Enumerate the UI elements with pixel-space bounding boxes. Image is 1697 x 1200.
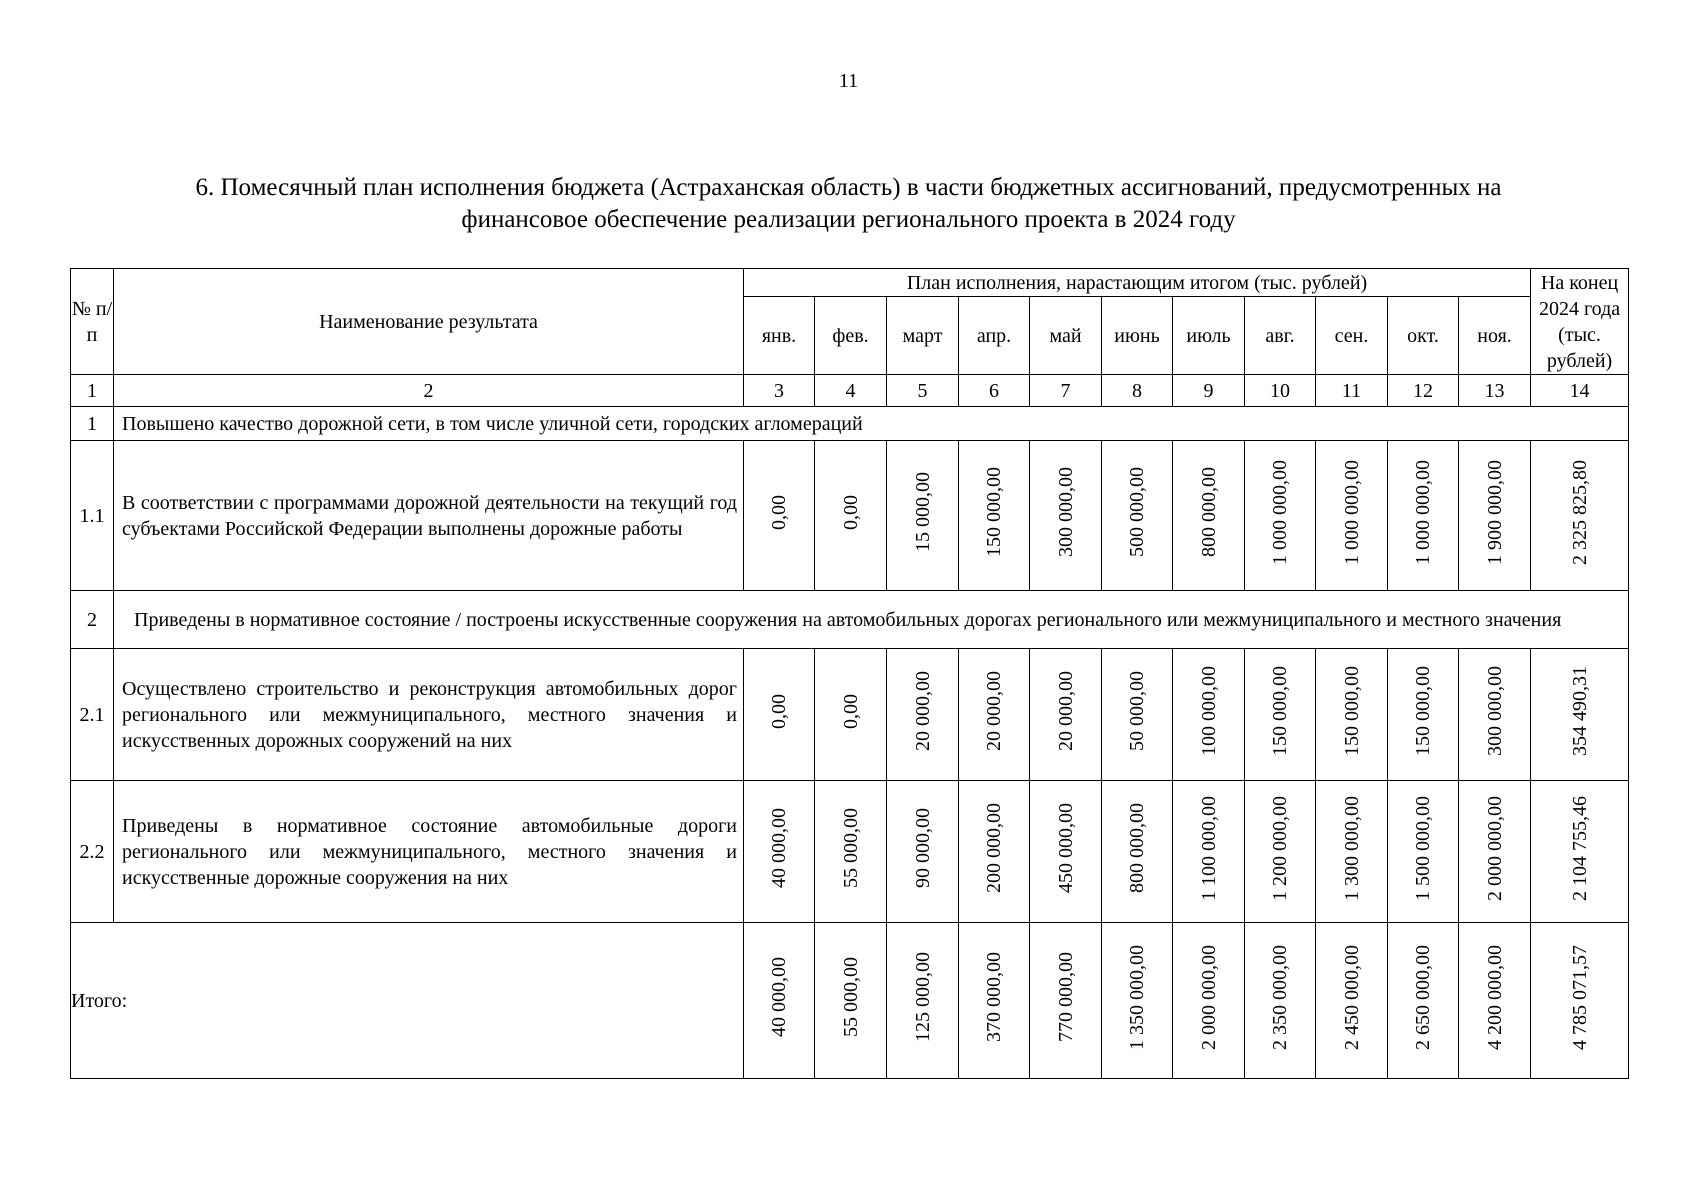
budget-plan-table	[70, 268, 1629, 1079]
header-month: июль	[1173, 297, 1245, 375]
month-value: 0,00	[768, 693, 790, 729]
total-month-value-cell	[815, 923, 887, 1079]
month-value: 100 000,00	[1197, 666, 1220, 756]
page-title	[70, 172, 1627, 236]
total-month-value: 40 000,00	[768, 957, 790, 1037]
year-end-value: 2 104 755,46	[1568, 795, 1591, 901]
column-number: 14	[1531, 375, 1629, 407]
month-value: 20 000,00	[983, 671, 1005, 751]
total-month-value: 1 350 000,00	[1126, 944, 1148, 1050]
month-value: 0,00	[839, 494, 862, 530]
total-month-value: 125 000,00	[911, 952, 934, 1042]
month-value: 300 000,00	[1054, 467, 1077, 557]
month-value: 450 000,00	[1054, 803, 1077, 893]
month-value-cell	[1316, 441, 1388, 591]
total-month-value-cell	[1459, 923, 1531, 1079]
month-value-cell	[1245, 649, 1316, 781]
section-num: 1	[71, 407, 114, 441]
total-month-value: 55 000,00	[839, 957, 862, 1037]
month-value: 1 300 000,00	[1340, 795, 1363, 901]
month-value: 15 000,00	[911, 472, 934, 552]
column-number: 3	[744, 375, 815, 407]
month-value: 150 000,00	[983, 467, 1005, 557]
month-value-cell	[744, 441, 815, 591]
total-month-value-cell	[744, 923, 815, 1079]
month-value: 300 000,00	[1483, 666, 1506, 756]
row-name: В соответствии с программами дорожной деятельности на текущий год субъектами Российской Федерации выполнены дорожные работы	[114, 441, 744, 591]
total-month-value-cell	[1388, 923, 1459, 1079]
header-month: май	[1030, 297, 1102, 375]
month-value-cell	[1030, 649, 1102, 781]
title-line-1: 6. Помесячный план исполнения бюджета (Астраханская область) в части бюджетных ассигнований, предусмотренных на	[195, 174, 1502, 201]
month-value-cell	[1030, 441, 1102, 591]
month-value-cell	[1173, 649, 1245, 781]
month-value-cell	[815, 781, 887, 923]
month-value-cell	[744, 781, 815, 923]
month-value-cell	[1388, 781, 1459, 923]
month-value: 150 000,00	[1269, 666, 1291, 756]
row-num: 2.1	[71, 649, 114, 781]
year-end-value-cell	[1531, 649, 1629, 781]
row-name: Приведены в нормативное состояние автомобильные дороги регионального или межмуниципального, местного значения и искусственные дорожные сооружения на них	[114, 781, 744, 923]
month-value-cell	[1316, 649, 1388, 781]
header-month: фев.	[815, 297, 887, 375]
month-value-cell	[1245, 441, 1316, 591]
month-value-cell	[744, 649, 815, 781]
column-number-row	[71, 375, 1629, 407]
column-number: 13	[1459, 375, 1531, 407]
column-number: 2	[114, 375, 744, 407]
title-line-2: финансовое обеспечение реализации регионального проекта в 2024 году	[461, 206, 1236, 233]
month-value-cell	[887, 441, 959, 591]
column-number: 5	[887, 375, 959, 407]
total-month-value-cell	[959, 923, 1030, 1079]
section-title: Повышено качество дорожной сети, в том числе уличной сети, городских агломераций	[114, 407, 1629, 441]
header-month: окт.	[1388, 297, 1459, 375]
total-month-value-cell	[1030, 923, 1102, 1079]
month-value-cell	[1030, 781, 1102, 923]
month-value: 1 900 000,00	[1483, 459, 1506, 565]
section-num: 2	[71, 591, 114, 649]
table-row	[71, 649, 1629, 781]
month-value-cell	[959, 441, 1030, 591]
header-name: Наименование результата	[114, 269, 744, 375]
month-value: 500 000,00	[1126, 467, 1148, 557]
page-number: 11	[838, 70, 859, 92]
month-value-cell	[1102, 441, 1173, 591]
month-value: 150 000,00	[1412, 666, 1434, 756]
month-value: 1 000 000,00	[1340, 459, 1363, 565]
total-month-value-cell	[1316, 923, 1388, 1079]
month-value: 20 000,00	[911, 671, 934, 751]
column-number: 4	[815, 375, 887, 407]
header-row-1	[71, 269, 1629, 297]
year-end-value-cell	[1531, 781, 1629, 923]
month-value-cell	[1173, 781, 1245, 923]
month-value: 800 000,00	[1126, 803, 1148, 893]
month-value-cell	[887, 781, 959, 923]
month-value: 55 000,00	[839, 808, 862, 888]
month-value-cell	[1459, 441, 1531, 591]
section-row	[71, 407, 1629, 441]
column-number: 10	[1245, 375, 1316, 407]
header-plan-group: План исполнения, нарастающим итогом (тыс. рублей)	[744, 269, 1531, 297]
month-value-cell	[1316, 781, 1388, 923]
total-month-value: 770 000,00	[1054, 952, 1077, 1042]
table-row	[71, 441, 1629, 591]
header-month: март	[887, 297, 959, 375]
total-year-end-value-cell	[1531, 923, 1629, 1079]
row-name: Осуществлено строительство и реконструкция автомобильных дорог регионального или межмуниципального, местного значения и искусственных дорожных сооружений на них	[114, 649, 744, 781]
header-month: янв.	[744, 297, 815, 375]
month-value: 200 000,00	[983, 803, 1005, 893]
month-value-cell	[1102, 649, 1173, 781]
total-month-value: 2 000 000,00	[1197, 944, 1220, 1050]
header-month: авг.	[1245, 297, 1316, 375]
month-value: 90 000,00	[911, 808, 934, 888]
total-month-value-cell	[1245, 923, 1316, 1079]
month-value: 2 000 000,00	[1483, 795, 1506, 901]
month-value: 1 200 000,00	[1269, 795, 1291, 901]
month-value: 0,00	[839, 693, 862, 729]
total-month-value-cell	[1173, 923, 1245, 1079]
month-value: 40 000,00	[768, 808, 790, 888]
total-label: Итого:	[71, 923, 744, 1079]
header-num: № п/п	[71, 269, 114, 375]
month-value: 20 000,00	[1054, 671, 1077, 751]
month-value: 1 100 000,00	[1197, 795, 1220, 901]
month-value: 150 000,00	[1340, 666, 1363, 756]
column-number: 6	[959, 375, 1030, 407]
total-month-value: 370 000,00	[983, 952, 1005, 1042]
column-number: 8	[1102, 375, 1173, 407]
month-value: 1 500 000,00	[1412, 795, 1434, 901]
year-end-value: 354 490,31	[1568, 666, 1591, 756]
month-value: 0,00	[768, 494, 790, 530]
row-num: 1.1	[71, 441, 114, 591]
total-month-value: 4 200 000,00	[1483, 944, 1506, 1050]
header-month: сен.	[1316, 297, 1388, 375]
month-value-cell	[1459, 781, 1531, 923]
total-month-value-cell	[1102, 923, 1173, 1079]
month-value-cell	[959, 649, 1030, 781]
column-number: 12	[1388, 375, 1459, 407]
section-title: Приведены в нормативное состояние / построены искусственные сооружения на автомобильных дорогах регионального или межмуниципального и местного значения	[114, 591, 1629, 649]
month-value-cell	[815, 649, 887, 781]
month-value-cell	[887, 649, 959, 781]
section-row	[71, 591, 1629, 649]
row-num: 2.2	[71, 781, 114, 923]
header-month: июнь	[1102, 297, 1173, 375]
total-row	[71, 923, 1629, 1079]
table-row	[71, 781, 1629, 923]
month-value-cell	[1388, 441, 1459, 591]
year-end-value: 2 325 825,80	[1568, 459, 1591, 565]
column-number: 9	[1173, 375, 1245, 407]
month-value-cell	[1245, 781, 1316, 923]
month-value: 800 000,00	[1197, 467, 1220, 557]
month-value-cell	[1388, 649, 1459, 781]
column-number: 1	[71, 375, 114, 407]
month-value-cell	[959, 781, 1030, 923]
month-value: 1 000 000,00	[1269, 459, 1291, 565]
total-month-value: 2 350 000,00	[1269, 944, 1291, 1050]
month-value-cell	[1459, 649, 1531, 781]
month-value: 50 000,00	[1126, 671, 1148, 751]
total-month-value-cell	[887, 923, 959, 1079]
month-value: 1 000 000,00	[1412, 459, 1434, 565]
column-number: 7	[1030, 375, 1102, 407]
year-end-value-cell	[1531, 441, 1629, 591]
total-year-end-value: 4 785 071,57	[1568, 944, 1591, 1050]
header-end: На конец 2024 года (тыс. рублей)	[1531, 269, 1629, 375]
header-month: ноя.	[1459, 297, 1531, 375]
total-month-value: 2 450 000,00	[1340, 944, 1363, 1050]
month-value-cell	[815, 441, 887, 591]
month-value-cell	[1102, 781, 1173, 923]
month-value-cell	[1173, 441, 1245, 591]
total-month-value: 2 650 000,00	[1412, 944, 1434, 1050]
header-month: апр.	[959, 297, 1030, 375]
column-number: 11	[1316, 375, 1388, 407]
